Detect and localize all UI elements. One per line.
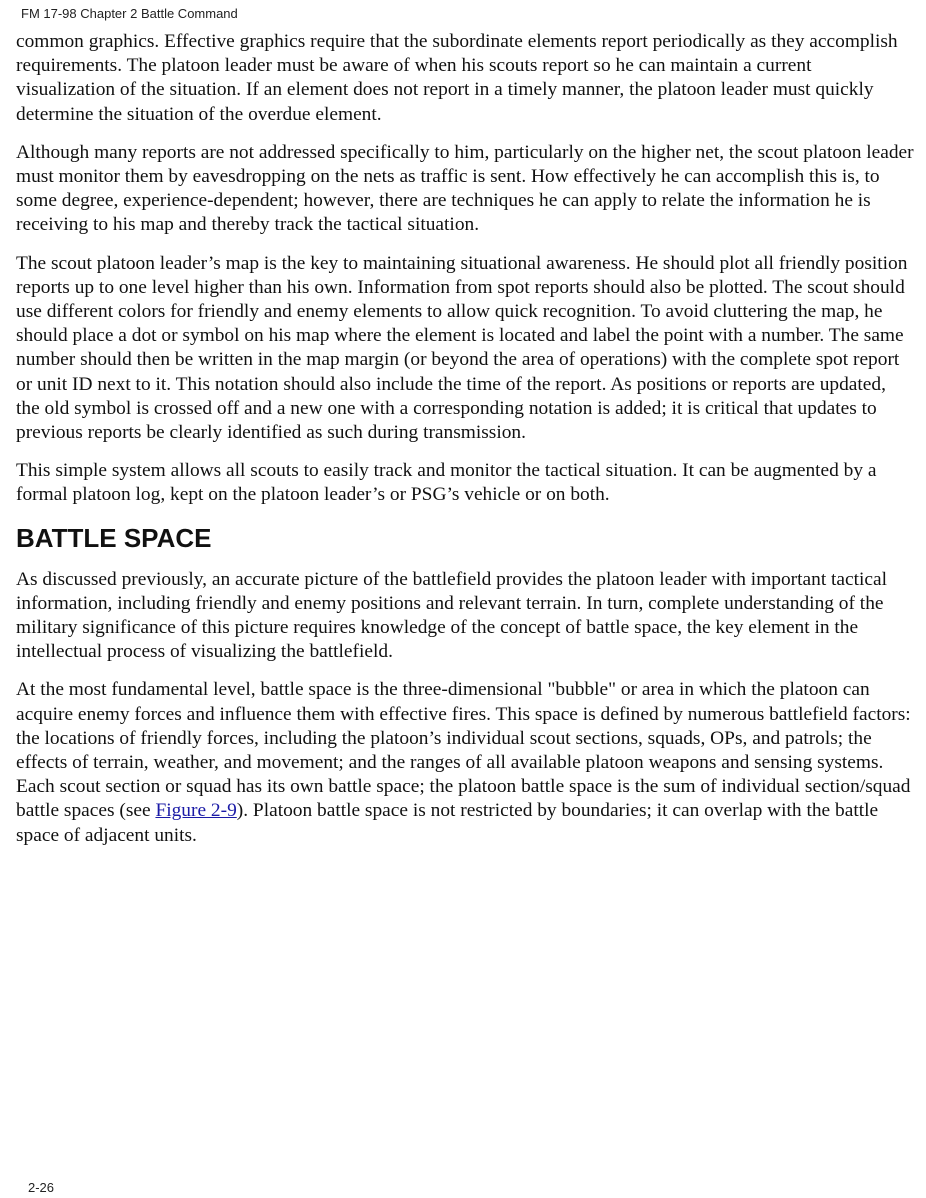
paragraph-text-before-link: At the most fundamental level, battle space is the three-dimensional "bubble" or area in which the platoon can acquire enemy forces and influence them with effective fires. This space is defined by numerous battlefield factors: the locations of friendly forces, including the platoon’s individual scout sections, squads, OPs, and patrols; the effects of terrain, weather, and movement; and the ranges of all available platoon weapons and sensing systems. Each scout section or squad has its own battle space; the platoon battle space is the sum of individual section/squad battle spaces (see: [16, 679, 911, 822]
paragraph-simple-system: This simple system allows all scouts to easily track and monitor the tactical situation. It can be augmented by a formal platoon log, kept on the platoon leader’s or PSG’s vehicle or on both.: [16, 460, 877, 506]
paragraph-battlefield-picture: As discussed previously, an accurate picture of the battlefield provides the platoon leader with important tactical information, including friendly and enemy positions and relevant terrain. In turn, complete understanding of the military significance of this picture requires knowledge of the concept of battle space, the key element in the intellectual process of visualizing the battlefield.: [16, 568, 888, 663]
figure-2-9-link[interactable]: Figure 2-9: [155, 800, 237, 822]
paragraph-battle-space-definition: [16, 678, 914, 847]
paragraph-text-after-link: ). Platoon battle space is not restricted by boundaries; it can overlap with the battle space of adjacent units.: [16, 800, 879, 846]
paragraph-common-graphics: common graphics. Effective graphics require that the subordinate elements report periodically as they accomplish requirements. The platoon leader must be aware of when his scouts report so he can maintain a current visualization of the situation. If an element does not report in a timely manner, the platoon leader must quickly determine the situation of the overdue element.: [16, 31, 898, 125]
running-header: FM 17-98 Chapter 2 Battle Command: [21, 6, 238, 21]
document-body: [16, 30, 914, 862]
page-number: 2-26: [28, 1180, 55, 1195]
paragraph-eavesdropping: Although many reports are not addressed specifically to him, particularly on the higher net, the scout platoon leader must monitor them by eavesdropping on the nets as traffic is sent. How effectively he can accomplish this is, to some degree, experience-dependent; however, there are techniques he can apply to relate the information he is receiving to his map and thereby track the tactical situation.: [16, 141, 914, 236]
section-heading-battle-space: BATTLE SPACE: [16, 522, 212, 553]
paragraph-leader-map: The scout platoon leader’s map is the key to maintaining situational awareness. He should plot all friendly position reports up to one level higher than his own. Information from spot reports should also be plotted. The scout should use different colors for friendly and enemy elements to allow quick recognition. To avoid cluttering the map, he should place a dot or symbol on his map where the element is located and label the point with a number. The same number should then be written in the map margin (or beyond the area of operations) with the complete spot report or unit ID next to it. This notation should also include the time of the report. As positions or reports are updated, the old symbol is crossed off and a new one with a corresponding notation is added; it is critical that updates to previous reports be clearly identified as such during transmission.: [16, 252, 908, 444]
